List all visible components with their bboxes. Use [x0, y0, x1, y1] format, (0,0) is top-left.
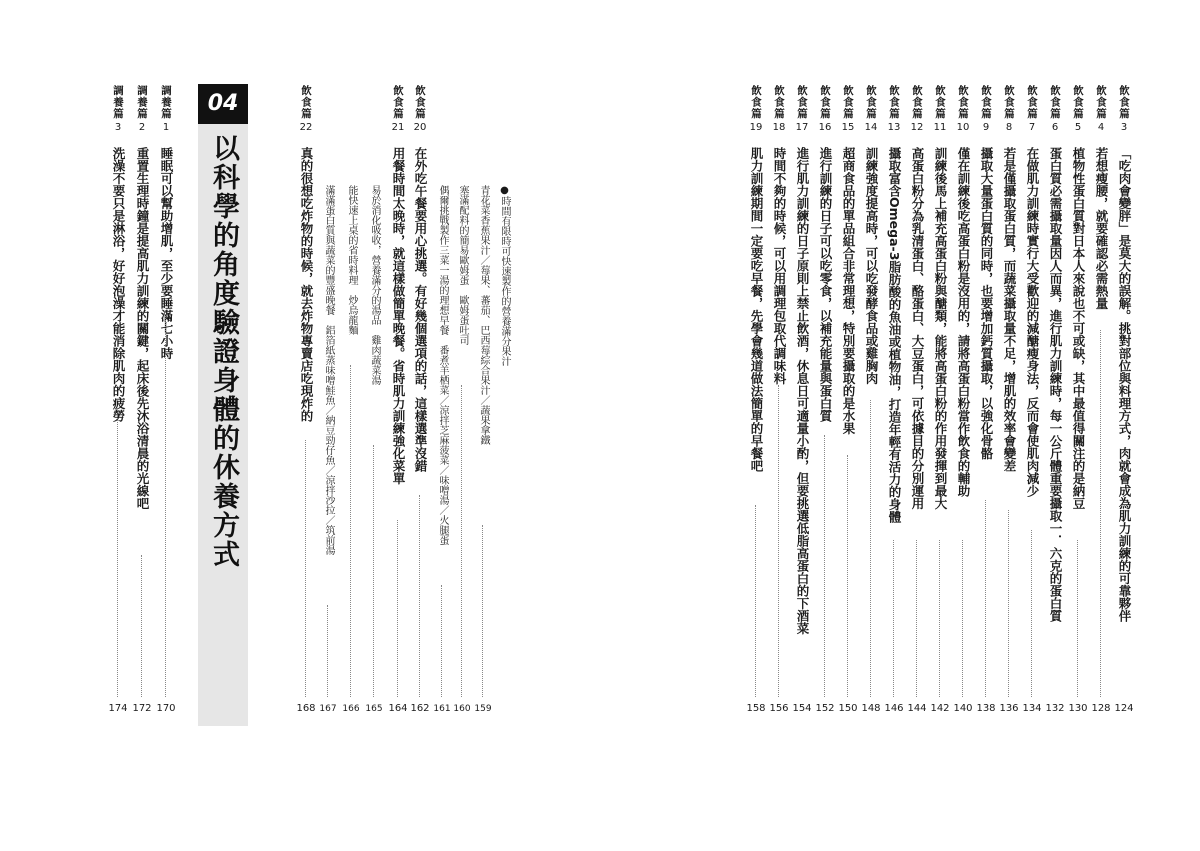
toc-subentry[interactable]	[364, 85, 384, 720]
entry-title: 進行訓練的日子可以吃零食，以補充能量與蛋白質	[818, 147, 833, 422]
entry-number: 21	[391, 122, 405, 133]
toc-entry[interactable]	[1068, 85, 1088, 720]
entry-page-number: 165	[365, 704, 383, 714]
entry-title: 進行肌力訓練的日子原則上禁止飲酒，休息日可適量小酌，但要挑選低脂高蛋白的下酒菜	[795, 147, 810, 635]
toc-entry[interactable]	[953, 85, 973, 720]
entry-section-label: 飲食篇	[1118, 85, 1130, 120]
toc-entry[interactable]	[296, 85, 316, 720]
entry-title: ●時間有限時可快速製作的營養滿分果汁	[499, 185, 510, 366]
entry-number: 5	[1074, 122, 1082, 133]
leader-dots	[985, 500, 986, 697]
leader-dots	[1031, 530, 1032, 697]
leader-dots	[1008, 510, 1009, 697]
leader-dots	[165, 310, 166, 697]
toc-entry[interactable]	[884, 85, 904, 720]
entry-section-label: 飲食篇	[796, 85, 808, 120]
toc-entry[interactable]	[792, 85, 812, 720]
entry-page-number: 134	[1022, 703, 1042, 714]
toc-entry[interactable]	[976, 85, 996, 720]
entry-page-number: 140	[953, 703, 973, 714]
entry-section-label: 飲食篇	[750, 85, 762, 120]
leader-dots	[441, 585, 442, 697]
entry-title: 攝取富含Omega-3脂肪酸的魚油或植物油，打造年輕有活力的身體	[887, 147, 902, 523]
entry-number: 18	[772, 122, 786, 133]
entry-title: 「吃肉會變胖」是莫大的誤解。挑對部位與料理方式，肉就會成為肌力訓練的可靠夥伴	[1117, 147, 1132, 622]
entry-number: 13	[887, 122, 901, 133]
toc-subentry[interactable]	[432, 85, 452, 720]
entry-title: 高蛋白粉分為乳清蛋白、酪蛋白、大豆蛋白，可依據目的分別運用	[910, 147, 925, 510]
toc-entry[interactable]	[815, 85, 835, 720]
entry-section-label: 調養篇	[160, 85, 172, 120]
entry-page-number: 162	[410, 703, 430, 714]
leader-dots	[482, 525, 483, 697]
entry-number: 17	[795, 122, 809, 133]
entry-section-label: 飲食篇	[865, 85, 877, 120]
entry-title: 在外吃午餐要用心挑選。有好幾個選項的話，這樣選準沒錯	[413, 147, 428, 472]
entry-page-number: 166	[342, 704, 360, 714]
entry-section-label: 調養篇	[112, 85, 124, 120]
entry-page-number: 161	[433, 704, 451, 714]
toc-subentry[interactable]	[318, 85, 338, 720]
toc-entry[interactable]	[769, 85, 789, 720]
entry-title: 真的很想吃炸物的時候，就去炸物專賣店吃現炸的	[299, 147, 314, 422]
toc-entry[interactable]	[132, 85, 152, 720]
entry-page-number: 156	[769, 703, 789, 714]
toc-entry[interactable]	[1045, 85, 1065, 720]
entry-title: 重置生理時鐘是提高肌力訓練的關鍵，起床後先沐浴清晨的光線吧	[135, 147, 150, 510]
entry-section-label: 飲食篇	[934, 85, 946, 120]
toc-entry[interactable]	[746, 85, 766, 720]
leader-dots	[461, 385, 462, 697]
entry-page-number: 146	[884, 703, 904, 714]
entry-section-label: 調養篇	[136, 85, 148, 120]
entry-page-number: 168	[296, 703, 316, 714]
toc-entry[interactable]	[410, 85, 430, 720]
entry-section-label: 飲食篇	[980, 85, 992, 120]
entry-number: 2	[138, 122, 146, 133]
entry-section-label: 飲食篇	[819, 85, 831, 120]
entry-title: 訓練後馬上補充高蛋白粉與醣類，能將高蛋白粉的作用發揮到最大	[933, 147, 948, 510]
leader-dots	[350, 365, 351, 697]
entry-number: 12	[910, 122, 924, 133]
entry-number: 1	[162, 122, 170, 133]
entry-page-number: 172	[132, 703, 152, 714]
entry-page-number: 148	[861, 703, 881, 714]
toc-subentry[interactable]	[452, 85, 472, 720]
entry-section-label: 飲食篇	[392, 85, 404, 120]
entry-title: 睡眠可以幫助增肌，至少要睡滿七小時	[159, 147, 174, 360]
entry-title: 若是僅攝取蛋白質，而蔬菜攝取量不足，增肌的效率會變差	[1002, 147, 1017, 472]
entry-page-number: 150	[838, 703, 858, 714]
toc-entry[interactable]	[930, 85, 950, 720]
entry-title: 訓練強度提高時，可以吃發酵食品或雞胸肉	[864, 147, 879, 385]
entry-section-label: 飲食篇	[300, 85, 312, 120]
toc-entry[interactable]	[1022, 85, 1042, 720]
entry-page-number: 142	[930, 703, 950, 714]
leader-dots	[397, 520, 398, 697]
leader-dots	[778, 385, 779, 697]
leader-dots	[419, 495, 420, 697]
entry-section-label: 飲食篇	[888, 85, 900, 120]
entry-page-number: 152	[815, 703, 835, 714]
entry-title: 時間不夠的時候，可以用調理包取代調味料	[772, 147, 787, 385]
leader-dots	[1077, 540, 1078, 697]
entry-number: 11	[933, 122, 947, 133]
entry-page-number: 128	[1091, 703, 1111, 714]
entry-title: 在做肌力訓練時實行大受歡迎的減醣瘦身法，反而會使肌肉減少	[1025, 147, 1040, 497]
entry-title: 塞滿配料的簡易歐姆蛋 歐姆蛋吐司	[457, 185, 468, 345]
entry-section-label: 飲食篇	[1026, 85, 1038, 120]
entry-number: 10	[956, 122, 970, 133]
entry-page-number: 138	[976, 703, 996, 714]
entry-title: 洗澡不要只是淋浴，好好泡澡才能消除肌肉的疲勞	[111, 147, 126, 422]
toc-bullet-heading	[494, 85, 514, 720]
leader-dots	[847, 455, 848, 697]
toc-entry[interactable]	[1091, 85, 1111, 720]
entry-section-label: 飲食篇	[1072, 85, 1084, 120]
entry-number: 20	[413, 122, 427, 133]
leader-dots	[305, 440, 306, 697]
entry-section-label: 飲食篇	[414, 85, 426, 120]
leader-dots	[327, 605, 328, 697]
toc-entry[interactable]	[861, 85, 881, 720]
entry-section-label: 飲食篇	[1095, 85, 1107, 120]
entry-page-number: 164	[388, 703, 408, 714]
entry-section-label: 飲食篇	[957, 85, 969, 120]
entry-number: 14	[864, 122, 878, 133]
toc-entry[interactable]	[838, 85, 858, 720]
entry-title: 若想瘦腰，就要確認必需熱量	[1094, 147, 1109, 310]
entry-title: 植物性蛋白質對日本人來說也不可或缺，其中最值得關注的是納豆	[1071, 147, 1086, 510]
entry-section-label: 飲食篇	[911, 85, 923, 120]
entry-number: 15	[841, 122, 855, 133]
entry-page-number: 124	[1114, 703, 1134, 714]
leader-dots	[939, 540, 940, 697]
entry-number: 6	[1051, 122, 1059, 133]
entry-page-number: 158	[746, 703, 766, 714]
entry-page-number: 132	[1045, 703, 1065, 714]
toc-entry[interactable]	[156, 85, 176, 720]
chapter-header	[198, 84, 248, 726]
entry-page-number: 170	[156, 703, 176, 714]
entry-number: 3	[114, 122, 122, 133]
entry-title: 青花菜香蕉果汁／莓果、蕃茄、巴西莓綜合果汁／蔬果拿鐵	[478, 185, 489, 445]
entry-number: 7	[1028, 122, 1036, 133]
entry-title: 蛋白質必需攝取量因人而異，進行肌力訓練時，每一公斤體重要攝取一．六克的蛋白質	[1048, 147, 1063, 622]
toc-subentry[interactable]	[473, 85, 493, 720]
leader-dots	[916, 540, 917, 697]
toc-entry[interactable]	[1114, 85, 1134, 720]
chapter-number-badge: 04	[198, 84, 248, 124]
entry-page-number: 154	[792, 703, 812, 714]
entry-number: 16	[818, 122, 832, 133]
entry-title: 滿滿蛋白質與蔬菜的豐盛晚餐 鋁箔紙蒸味噌鮭魚／納豆勁仔魚／涼拌沙拉／筑前湯	[323, 185, 334, 555]
toc-entry[interactable]	[388, 85, 408, 720]
entry-page-number: 130	[1068, 703, 1088, 714]
entry-page-number: 160	[453, 704, 471, 714]
entry-page-number: 144	[907, 703, 927, 714]
entry-title: 攝取大量蛋白質的同時，也要增加鈣質攝取，以強化骨骼	[979, 147, 994, 460]
toc-subentry[interactable]	[341, 85, 361, 720]
leader-dots	[1100, 330, 1101, 697]
entry-number: 4	[1097, 122, 1105, 133]
entry-title: 能快速上桌的省時料理 炒烏龍麵	[346, 185, 357, 335]
entry-title: 肌力訓練期間一定要吃早餐，先學會幾道做法簡單的早餐吧	[749, 147, 764, 472]
entry-number: 22	[299, 122, 313, 133]
entry-section-label: 飲食篇	[1003, 85, 1015, 120]
entry-title: 偶爾挑戰製作三菜一湯的理想早餐 番煮羊栖菜／涼拌芝麻菠菜／味噌湯／火腿蛋	[437, 185, 448, 545]
entry-title: 僅在訓練後吃高蛋白粉是沒用的，請將高蛋白粉當作飲食的輔助	[956, 147, 971, 497]
entry-number: 19	[749, 122, 763, 133]
entry-number: 9	[982, 122, 990, 133]
entry-page-number: 136	[999, 703, 1019, 714]
leader-dots	[962, 540, 963, 697]
leader-dots	[755, 505, 756, 697]
entry-section-label: 飲食篇	[773, 85, 785, 120]
entry-title: 易於消化吸收，營養滿分的湯品 雞肉蔬菜湯	[369, 185, 380, 385]
entry-number: 8	[1005, 122, 1013, 133]
entry-page-number: 174	[108, 703, 128, 714]
entry-page-number: 159	[474, 704, 492, 714]
chapter-title: 以科學的角度驗證身體的休養方式	[208, 134, 239, 569]
entry-title: 用餐時間太晚時，就這樣做簡單晚餐。省時肌力訓練強化菜單	[391, 147, 406, 485]
entry-section-label: 飲食篇	[1049, 85, 1061, 120]
toc-entry[interactable]	[999, 85, 1019, 720]
entry-page-number: 167	[319, 704, 337, 714]
leader-dots	[117, 415, 118, 697]
leader-dots	[893, 540, 894, 697]
toc-entry[interactable]	[108, 85, 128, 720]
leader-dots	[824, 435, 825, 697]
leader-dots	[373, 445, 374, 697]
entry-section-label: 飲食篇	[842, 85, 854, 120]
leader-dots	[141, 555, 142, 697]
leader-dots	[870, 400, 871, 697]
toc-entry[interactable]	[907, 85, 927, 720]
entry-title: 超商食品的單品組合非常理想，特別要攝取的是水果	[841, 147, 856, 435]
entry-number: 3	[1120, 122, 1128, 133]
